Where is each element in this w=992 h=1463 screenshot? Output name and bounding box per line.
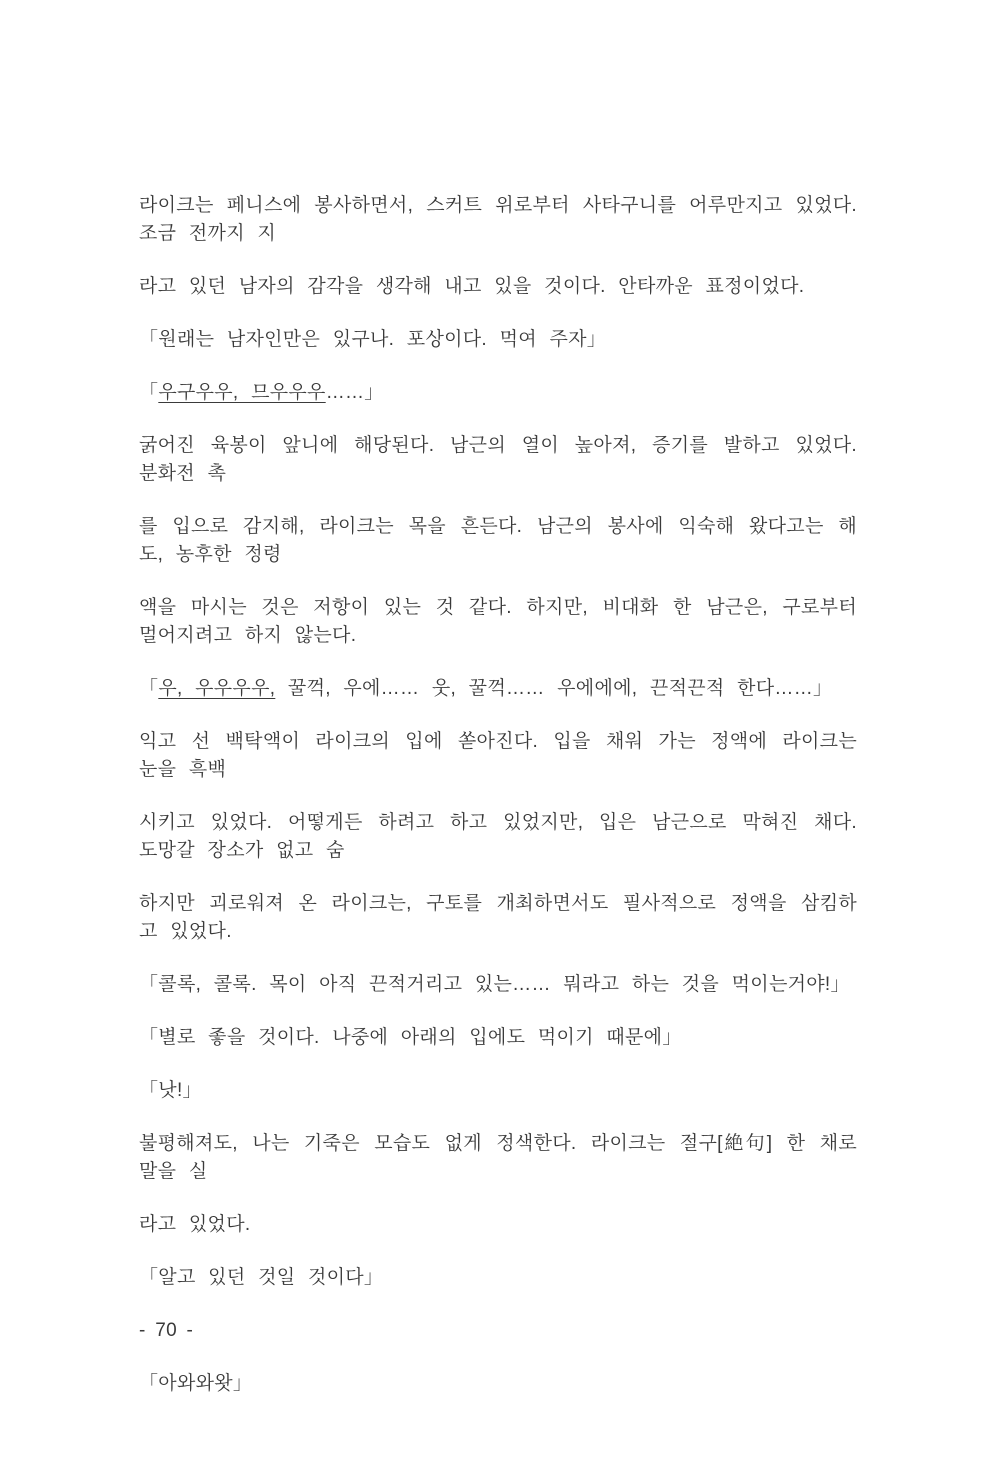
narration-paragraph: 라고 있었다. <box>139 1214 251 1235</box>
dialogue-line-underlined <box>139 379 857 407</box>
dialogue-tail: ……」 <box>325 382 384 403</box>
narration-paragraph: 불평해져도, 나는 기죽은 모습도 없게 정색한다. 라이크는 절구[絶句] 한 채로 말을 실 <box>139 1133 870 1182</box>
dialogue-open-bracket: 「 <box>139 678 159 699</box>
page-number: - 70 - <box>139 1320 194 1341</box>
dialogue-line-underlined <box>139 675 857 703</box>
dialogue-line: 「원래는 남자인만은 있구나. 포상이다. 먹여 주자」 <box>139 329 607 350</box>
dialogue-tail: 꿀꺽, 우에…… 웃, 꿀꺽…… 우에에에, 끈적끈적 한다……」 <box>275 678 833 699</box>
narration-paragraph: 시키고 있었다. 어떻게든 하려고 하고 있었지만, 입은 남근으로 막혀진 채다. 도망갈 장소가 없고 숨 <box>139 812 870 861</box>
underlined-speech: 우구우우, 므우우우 <box>158 382 326 403</box>
narration-paragraph: 라고 있던 남자의 감각을 생각해 내고 있을 것이다. 안타까운 표정이었다. <box>139 276 805 297</box>
dialogue-line: 「콜록, 콜록. 목이 아직 끈적거리고 있는…… 뭐라고 하는 것을 먹이는거야!」 <box>139 974 850 995</box>
dialogue-line: 「아와와왓」 <box>139 1373 253 1394</box>
dialogue-open-bracket: 「 <box>139 382 159 403</box>
dialogue-line: 「낫!」 <box>139 1080 202 1101</box>
narration-paragraph: 를 입으로 감지해, 라이크는 목을 흔든다. 남근의 봉사에 익숙해 왔다고는 해도, 농후한 정령 <box>139 516 857 565</box>
underlined-speech: 우, 우우우우, <box>158 678 276 699</box>
dialogue-line: 「별로 좋을 것이다. 나중에 아래의 입에도 먹이기 때문에」 <box>139 1027 682 1048</box>
narration-paragraph: 익고 선 백탁액이 라이크의 입에 쏟아진다. 입을 채워 가는 정액에 라이크는 눈을 흑백 <box>139 731 870 780</box>
narration-paragraph: 굵어진 육봉이 앞니에 해당된다. 남근의 열이 높아져, 증기를 발하고 있었다. 분화전 촉 <box>139 435 870 484</box>
dialogue-line: 「알고 있던 것일 것이다」 <box>139 1267 384 1288</box>
narration-paragraph: 라이크는 페니스에 봉사하면서, 스커트 위로부터 사타구니를 어루만지고 있었다. 조금 전까지 지 <box>139 195 870 244</box>
narration-paragraph: 하지만 괴로워져 온 라이크는, 구토를 개최하면서도 필사적으로 정액을 삼킴하고 있었다. <box>139 893 857 942</box>
narration-paragraph: 액을 마시는 것은 저항이 있는 것 같다. 하지만, 비대화 한 남근은, 구로부터 멀어지려고 하지 않는다. <box>139 597 870 646</box>
